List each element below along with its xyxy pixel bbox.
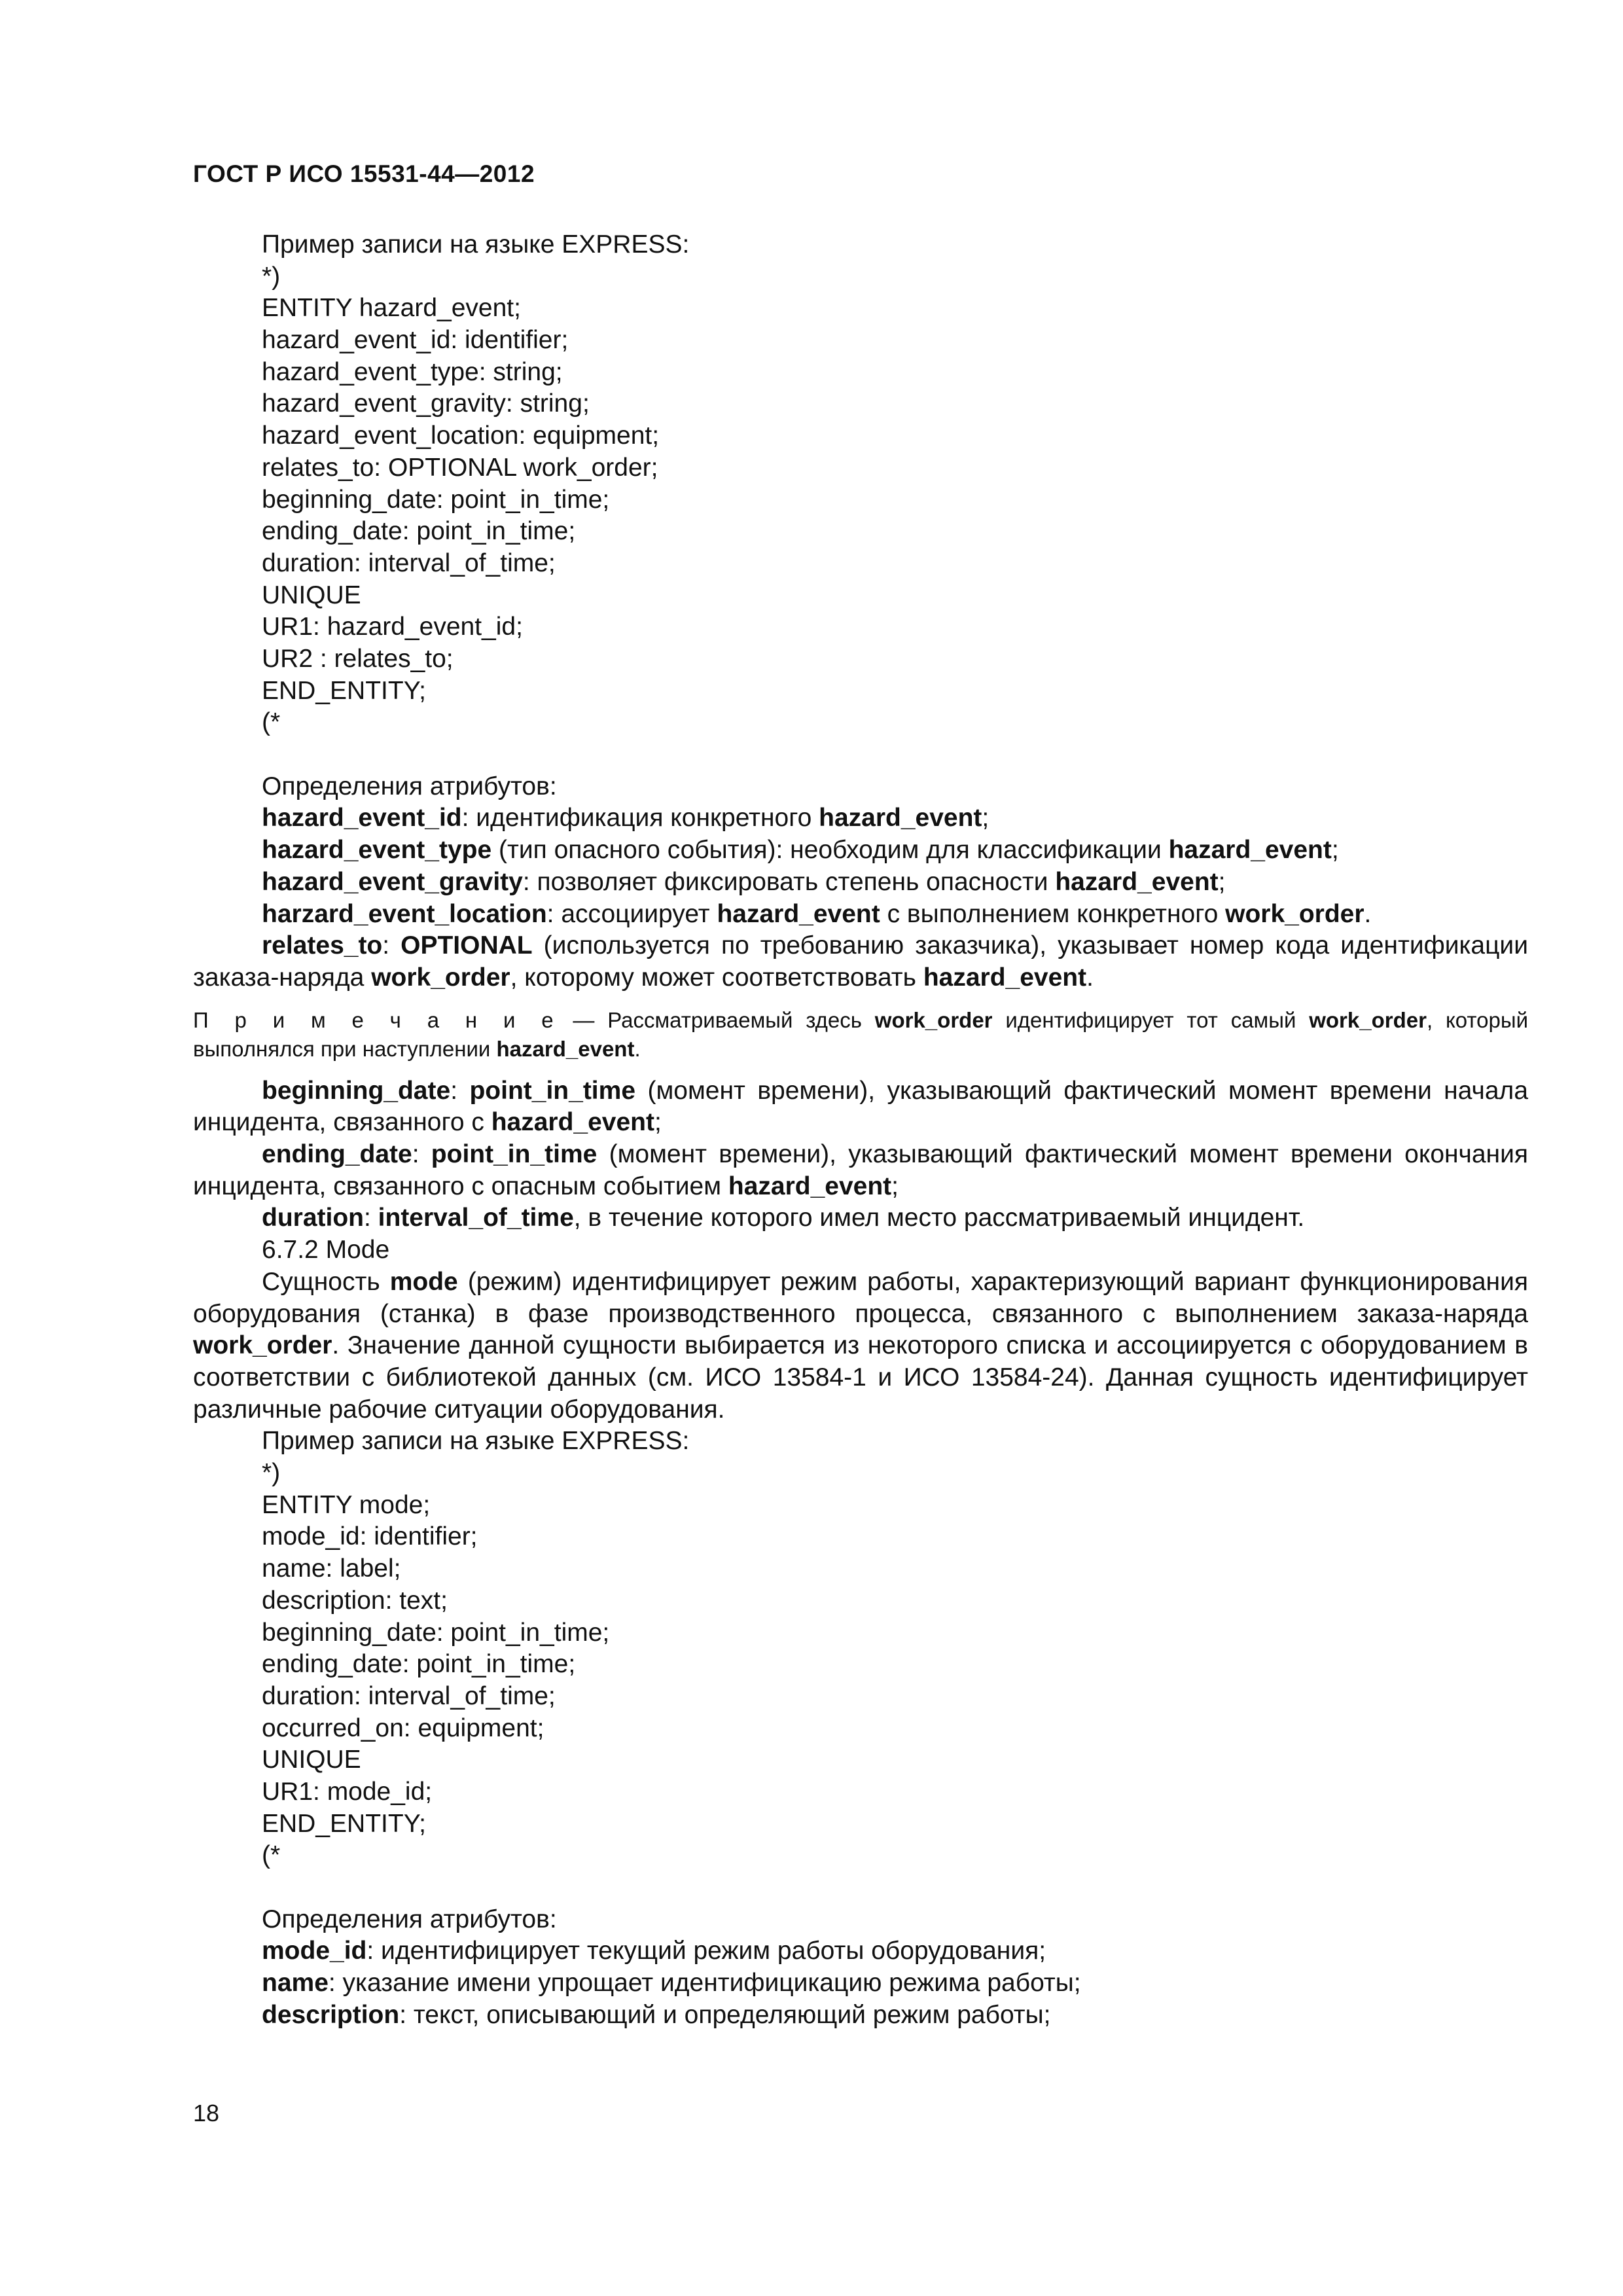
term: name [262, 1969, 329, 1998]
code-line: duration: interval_of_time; [262, 548, 556, 577]
def-duration [193, 1202, 1528, 1234]
text: : идентифицирует текущий режим работы оборудования; [366, 1937, 1046, 1965]
code-line: occurred_on: equipment; [262, 1713, 544, 1742]
def-relates-to [193, 930, 1528, 994]
term: work_order [193, 1331, 332, 1360]
code-line: END_ENTITY; [262, 676, 427, 705]
text: (момент времени), указывающий фактический момент времени начала инцидента, связанного с [193, 1076, 1529, 1137]
code-line: ending_date: point_in_time; [262, 1650, 576, 1679]
term: work_order [1225, 899, 1364, 928]
def-ending-date [193, 1139, 1528, 1202]
term: hazard_event [728, 1172, 892, 1200]
def-mode-id [193, 1935, 1528, 1967]
text: ; [1331, 836, 1339, 865]
text: (используется по требованию заказчика), указывает номер кода идентификации заказа-наряда [193, 931, 1529, 992]
code-line: ENTITY hazard_event; [262, 294, 521, 323]
code-line: duration: interval_of_time; [262, 1681, 556, 1710]
code-line: END_ENTITY; [262, 1809, 427, 1838]
text: : [363, 1204, 378, 1232]
def-hazard-event-location [193, 899, 1528, 931]
term: work_order [371, 963, 510, 992]
term: hazard_event_gravity [262, 867, 523, 896]
code-line: UNIQUE [262, 581, 361, 609]
term: hazard_event [496, 1036, 635, 1061]
code-line: relates_to: OPTIONAL work_order; [262, 453, 658, 482]
mode-description-paragraph [193, 1266, 1528, 1426]
text: : текст, описывающий и определяющий режим работы; [399, 2000, 1051, 2029]
code-line: UNIQUE [262, 1746, 361, 1774]
term: hazard_event [1168, 836, 1332, 865]
text: : [450, 1076, 470, 1105]
text: ; [654, 1108, 662, 1137]
term: duration [262, 1204, 364, 1232]
term: OPTIONAL [401, 931, 533, 960]
code-line: description: text; [262, 1586, 448, 1615]
code-line: ending_date: point_in_time; [262, 517, 576, 546]
section-heading: 6.7.2 Mode [262, 1236, 390, 1265]
term: hazard_event [819, 804, 982, 833]
text: — Рассматриваемый здесь [560, 1007, 875, 1032]
code-line: mode_id: identifier; [262, 1522, 478, 1551]
def-hazard-event-gravity [193, 867, 1528, 899]
term: point_in_time [431, 1140, 597, 1169]
text: : [382, 931, 401, 960]
code-line: (* [262, 1841, 281, 1870]
attribute-definitions-title: Определения атрибутов: [262, 772, 557, 800]
text: : идентификация конкретного [461, 804, 819, 833]
text: : ассоциирует [546, 899, 717, 928]
text: , который выполнялся при наступлении [193, 1007, 1529, 1061]
example-intro: Пример записи на языке EXPRESS: [262, 230, 690, 259]
code-line: name: label; [262, 1554, 401, 1583]
code-line: (* [262, 708, 281, 737]
note-label: П р и м е ч а н и е [193, 1007, 560, 1032]
def-beginning-date [193, 1075, 1528, 1139]
term: work_order [874, 1007, 993, 1032]
express-code-mode [193, 1458, 1528, 1872]
code-line: hazard_event_gravity: string; [262, 389, 590, 418]
text: : позволяет фиксировать степень опасности [522, 867, 1056, 896]
express-code-hazard-event [193, 261, 1528, 739]
code-line: *) [262, 262, 281, 291]
text: . [1086, 963, 1094, 992]
text: , в течение которого имел место рассматриваемый инцидент. [573, 1204, 1305, 1232]
term: mode_id [262, 1937, 367, 1965]
text: . Значение данной сущности выбирается из некоторого списка и ассоциируется с оборудованием в соответствии с библиотекой данных (см. ИСО 13584-1 и ИСО 13584-24). Данная сущность идентифицирует различные рабочие ситуации оборудования. [193, 1331, 1528, 1424]
code-line: hazard_event_type: string; [262, 357, 563, 386]
term: beginning_date [262, 1076, 451, 1105]
def-hazard-event-id [193, 802, 1528, 834]
term: hazard_event_type [262, 836, 492, 865]
code-line: hazard_event_location: equipment; [262, 422, 660, 450]
text: . [634, 1036, 641, 1061]
page-content [193, 229, 1528, 2032]
term: interval_of_time [378, 1204, 574, 1232]
term: hazard_event [1055, 867, 1219, 896]
text: идентифицирует тот самый [992, 1007, 1310, 1032]
term: work_order [1309, 1007, 1427, 1032]
term: point_in_time [469, 1076, 636, 1105]
code-line: UR2 : relates_to; [262, 644, 454, 673]
attribute-definitions-title: Определения атрибутов: [262, 1905, 557, 1933]
term: harzard_event_location [262, 899, 547, 928]
text: Сущность [262, 1267, 390, 1296]
term: hazard_event [923, 963, 1087, 992]
text: (тип опасного события): необходим для классификации [491, 836, 1169, 865]
term: ending_date [262, 1140, 412, 1169]
page-number: 18 [193, 2100, 220, 2126]
document-header: ГОСТ Р ИСО 15531-44—2012 [193, 160, 535, 187]
def-name [193, 1967, 1528, 2000]
code-line: beginning_date: point_in_time; [262, 1618, 610, 1647]
text: ; [1218, 867, 1226, 896]
term: relates_to [262, 931, 383, 960]
text: . [1364, 899, 1372, 928]
text: (режим) идентифицирует режим работы, характеризующий вариант функционирования оборудования (станка) в фазе производственного процесса, связанного с выполнением заказа-наряда [193, 1267, 1528, 1328]
code-line: UR1: mode_id; [262, 1777, 433, 1806]
text: : указание имени упрощает идентифицикацию режима работы; [328, 1969, 1081, 1998]
code-line: *) [262, 1459, 281, 1488]
text: (момент времени), указывающий фактический момент времени окончания инцидента, связанного с опасным событием [193, 1140, 1528, 1200]
code-line: ENTITY mode; [262, 1490, 431, 1519]
term: hazard_event_id [262, 804, 462, 833]
code-line: UR1: hazard_event_id; [262, 613, 523, 641]
text: с выполнением конкретного [880, 899, 1226, 928]
text: ; [891, 1172, 899, 1200]
note-paragraph [193, 1006, 1528, 1064]
def-hazard-event-type [193, 834, 1528, 867]
term: hazard_event [717, 899, 880, 928]
text: , которому может соответствовать [510, 963, 923, 992]
code-line: hazard_event_id: identifier; [262, 326, 569, 355]
code-line: beginning_date: point_in_time; [262, 485, 610, 514]
term: description [262, 2000, 400, 2029]
term: hazard_event [491, 1108, 654, 1137]
def-description [193, 2000, 1528, 2032]
term: mode [389, 1267, 458, 1296]
text: ; [982, 804, 990, 833]
text: : [412, 1140, 431, 1169]
example-intro: Пример записи на языке EXPRESS: [262, 1427, 690, 1456]
